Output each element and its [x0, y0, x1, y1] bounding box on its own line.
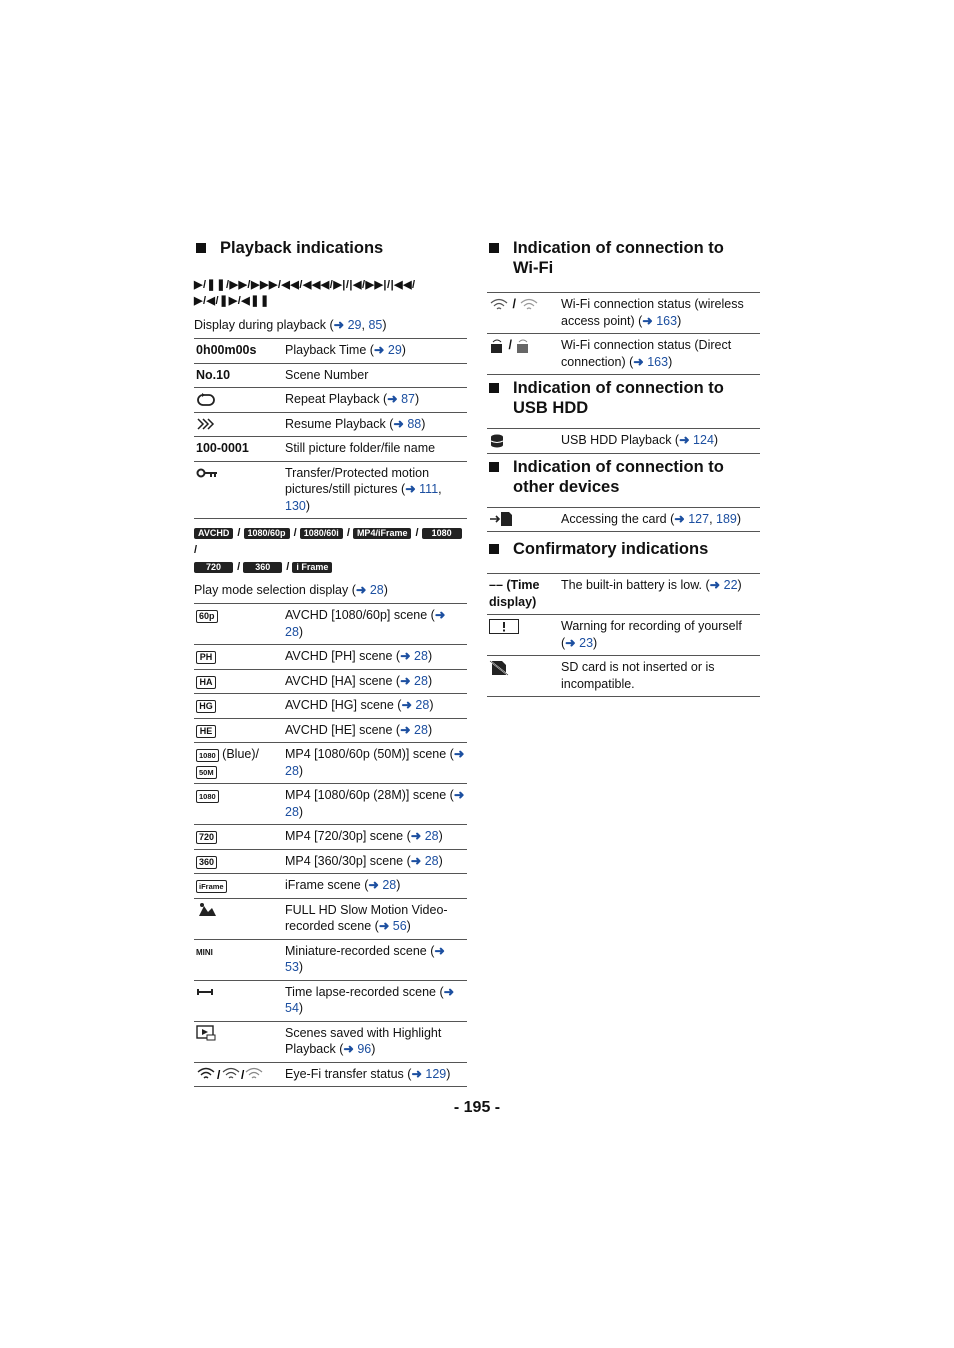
caption-text: Play mode selection display (: [194, 583, 356, 597]
mode-icon-cell: [194, 939, 283, 980]
slow-icon: [196, 902, 218, 918]
page-link[interactable]: 28: [414, 673, 428, 688]
section-bullet-icon: [489, 243, 499, 253]
desc-text: Repeat Playback (: [285, 392, 388, 406]
table-row: [194, 461, 467, 519]
battery-desc: The built-in battery is low. (➜ 22): [561, 578, 742, 593]
arrow-icon: ➜: [387, 392, 402, 406]
desc-text: Warning for recording of yourself (: [561, 619, 742, 650]
table-row: [487, 656, 760, 697]
page-link[interactable]: 163: [647, 354, 669, 369]
desc-text: MP4 [360/30p] scene (: [285, 853, 411, 868]
table-row: [194, 412, 467, 437]
desc-text: Wi-Fi connection status (wireless access point) (: [561, 297, 744, 328]
page-link[interactable]: 29: [347, 318, 362, 332]
mode-desc: AVCHD [HE] scene (➜ 28): [285, 722, 433, 737]
wifi-ap-desc: Wi-Fi connection status (wireless access point) (➜ 163): [561, 297, 744, 328]
play-mode-table: [194, 603, 467, 1087]
table-row: [194, 1021, 467, 1062]
mode-badge-icon: 1080: [196, 749, 219, 762]
table-row: [194, 874, 467, 899]
desc-text: Scene Number: [285, 367, 369, 382]
table-row: [194, 669, 467, 694]
card-access-icon: [489, 511, 513, 527]
desc-text: Playback Time (: [285, 343, 374, 357]
title-line-1: Indication of connection to: [513, 239, 724, 257]
left-column: [194, 238, 467, 1087]
mode-icon-cell: [194, 784, 283, 825]
page-link[interactable]: 127: [688, 511, 710, 526]
mode-desc: iFrame scene (➜ 28): [285, 878, 401, 892]
table-row: [194, 849, 467, 874]
wifi-ap-icons: /: [487, 293, 559, 334]
1080-60p-badge: 1080/60p: [244, 528, 290, 539]
mode-icon-cell: [194, 980, 283, 1021]
table-row: [487, 615, 760, 656]
table-row: [194, 980, 467, 1021]
mode-icon-cell: [194, 743, 283, 784]
eyefi-icon: [196, 1066, 264, 1082]
key-icon: [196, 468, 218, 478]
arrow-icon: ➜: [378, 919, 393, 933]
arrow-icon: ➜: [368, 878, 383, 892]
wifi-direct-icons: /: [487, 334, 559, 375]
desc-text: Still picture folder/file name: [285, 441, 436, 455]
page-link[interactable]: 28: [415, 698, 430, 712]
wifi-direct-desc: Wi-Fi connection status (Direct connection) (➜ 163): [561, 338, 732, 369]
direct-connection-icon: [489, 338, 505, 354]
desc-text: USB HDD Playback (: [561, 433, 680, 447]
page-link[interactable]: 54: [285, 1001, 299, 1015]
1080-60i-badge: 1080/60i: [300, 528, 343, 539]
table-row: [194, 718, 467, 743]
table-row: [194, 363, 467, 388]
arrow-icon: ➜: [400, 649, 415, 663]
mode-desc: AVCHD [1080/60p] scene (➜ 28): [285, 608, 446, 639]
mode-desc: MP4 [720/30p] scene (➜ 28): [285, 829, 443, 843]
mode-icon-cell: [194, 604, 283, 645]
table-row: [194, 339, 467, 364]
page-link[interactable]: 28: [414, 649, 428, 663]
avchd-badge: AVCHD: [194, 528, 233, 539]
playback-table: [194, 338, 467, 519]
playback-indications-heading: [194, 238, 467, 258]
mode-desc: MP4 [360/30p] scene (➜ 28): [285, 853, 443, 868]
card-access-icon-cell: [487, 507, 559, 532]
page-link[interactable]: 53: [285, 960, 299, 974]
mode-icon-cell: [194, 874, 283, 899]
page-link[interactable]: 28: [424, 853, 439, 868]
table-row: [194, 939, 467, 980]
page-link[interactable]: 28: [424, 829, 439, 843]
mode-desc: AVCHD [HA] scene (➜ 28): [285, 673, 433, 688]
svg-text:/: /: [241, 1068, 245, 1083]
timelapse-icon: [196, 988, 214, 996]
mode-desc: FULL HD Slow Motion Video-recorded scene (➜ 56): [285, 902, 448, 933]
symbols-line-1: ▶/❚❚/▶▶/▶▶▶/◀◀/◀◀◀/▶|/|◀/▶▶|/|◀◀/: [194, 279, 416, 291]
section-title: [513, 378, 724, 418]
usb-hdd-heading: [487, 378, 760, 418]
arrow-icon: ➜: [411, 1066, 426, 1081]
table-row: [194, 694, 467, 719]
desc-text: FULL HD Slow Motion Video-recorded scene (: [285, 902, 448, 933]
indicator-desc: Resume Playback (➜ 88): [285, 416, 426, 431]
arrow-icon: ➜: [333, 318, 348, 332]
caption-text: Display during playback (: [194, 318, 334, 332]
desc-text: AVCHD [HA] scene (: [285, 673, 401, 688]
wifi-table: [487, 292, 760, 375]
desc-text: iFrame scene (: [285, 878, 369, 892]
mode-desc: Scenes saved with Highlight Playback (➜ 96): [285, 1025, 442, 1056]
table-row: [194, 743, 467, 784]
hdd-icon: [489, 434, 505, 448]
no-sd-icon-cell: [487, 656, 559, 697]
title-line-2: other devices: [513, 477, 620, 496]
usb-desc: USB HDD Playback (➜ 124): [561, 433, 719, 447]
section-title: [513, 457, 724, 497]
playback-caption: Display during playback (➜ 29, 85): [194, 318, 387, 332]
arrow-icon: ➜: [410, 829, 425, 843]
card-access-desc: Accessing the card (➜ 127, 189): [561, 511, 742, 526]
page-link[interactable]: 189: [716, 511, 737, 526]
mode-desc: MP4 [1080/60p (50M)] scene (➜ 28): [285, 747, 465, 778]
arrow-icon: ➜: [401, 698, 416, 712]
confirmatory-heading: [487, 539, 760, 559]
arrow-icon: ➜: [674, 511, 689, 526]
desc-text: Accessing the card (: [561, 511, 675, 526]
desc-text: Miniature-recorded scene (: [285, 943, 435, 958]
desc-text: Eye-Fi transfer status (: [285, 1066, 412, 1081]
desc-text: AVCHD [HE] scene (: [285, 722, 401, 737]
indicator-desc: [283, 363, 467, 388]
wifi-icon: [489, 298, 509, 312]
section-bullet-icon: [489, 462, 499, 472]
repeat-icon: [196, 393, 216, 407]
mode-desc: Eye-Fi transfer status (➜ 129): [285, 1066, 451, 1081]
table-row: [487, 574, 760, 615]
page-link[interactable]: 28: [285, 763, 299, 778]
page-link[interactable]: 87: [401, 392, 415, 406]
mode-icon-cell: [194, 1021, 283, 1062]
page-link[interactable]: 56: [392, 919, 407, 933]
page-link[interactable]: 88: [407, 416, 422, 431]
mode-desc: MP4 [1080/60p (28M)] scene (➜ 28): [285, 788, 465, 819]
arrow-icon: ➜: [709, 578, 724, 593]
indicator-desc: Transfer/Protected motion pictures/still pictures (➜ 111, 130): [285, 465, 442, 513]
arrow-icon: ➜: [393, 416, 408, 431]
arrow-icon: ➜: [373, 343, 388, 357]
table-row: [487, 334, 760, 375]
mode-desc: AVCHD [HG] scene (➜ 28): [285, 698, 434, 712]
mode-icon-cell: [194, 645, 283, 670]
mode-badge-icon: HE: [196, 725, 216, 738]
table-row: [487, 429, 760, 454]
mode-icon-cell: [194, 898, 283, 939]
iframe-badge: i Frame: [292, 562, 332, 573]
wifi-dim-icon: [519, 298, 539, 312]
symbols-line-2: ▶/◀/❚▶/◀❚❚: [194, 295, 270, 307]
table-row: [194, 437, 467, 462]
arrow-icon: ➜: [400, 673, 415, 688]
table-row: [194, 604, 467, 645]
mode-badge-icon: 50M: [196, 766, 217, 779]
table-row: [194, 784, 467, 825]
table-row: [194, 1062, 467, 1087]
time-display-key: –– (Time display): [489, 578, 540, 609]
warning-icon: [489, 619, 519, 634]
mode-icon-cell: [194, 849, 283, 874]
desc-text: Transfer/Protected motion pictures/still pictures (: [285, 465, 430, 496]
usb-table: [487, 428, 760, 454]
section-bullet-icon: [489, 544, 499, 554]
right-column: [487, 238, 760, 697]
indicator-icon-cell: [194, 388, 283, 413]
wifi-heading: [487, 238, 760, 278]
arrow-icon: ➜: [434, 943, 445, 958]
desc-text: AVCHD [PH] scene (: [285, 649, 401, 663]
mode-desc: Time lapse-recorded scene (➜ 54): [285, 984, 455, 1015]
arrow-icon: ➜: [400, 722, 415, 737]
title-line-2: USB HDD: [513, 399, 589, 417]
desc-text: MP4 [720/30p] scene (: [285, 829, 411, 843]
arrow-icon: ➜: [642, 313, 657, 328]
indicator-key: 100-0001: [196, 441, 249, 455]
arrow-icon: ➜: [343, 1042, 358, 1056]
mode-badge-icon: iFrame: [196, 880, 227, 893]
mp4-iframe-badge: MP4/iFrame: [353, 528, 412, 539]
arrow-icon: ➜: [453, 747, 465, 761]
arrow-icon: ➜: [633, 354, 648, 369]
warning-icon-cell: [487, 615, 559, 656]
page-link[interactable]: 22: [723, 578, 738, 593]
usb-hdd-icon-cell: [487, 429, 559, 454]
page-link[interactable]: 111: [419, 482, 439, 496]
desc-text: The built-in battery is low. (: [561, 578, 710, 593]
mini-icon: MINI: [196, 947, 213, 957]
table-row: [487, 507, 760, 532]
other-devices-heading: [487, 457, 760, 497]
desc-text: MP4 [1080/60p (50M)] scene (: [285, 747, 454, 761]
arrow-icon: ➜: [434, 608, 446, 622]
title-line-1: Indication of connection to: [513, 457, 724, 476]
page-link[interactable]: 129: [425, 1066, 447, 1081]
direct-connection-dim-icon: [515, 338, 531, 354]
highlight-icon: [196, 1025, 216, 1041]
sd-card-desc: SD card is not inserted or is incompatible.: [561, 660, 715, 691]
page-link[interactable]: 124: [693, 433, 714, 447]
arrow-icon: ➜: [679, 433, 694, 447]
svg-text:/: /: [217, 1068, 221, 1083]
self-recording-desc: Warning for recording of yourself (➜ 23): [561, 619, 742, 650]
table-row: [194, 898, 467, 939]
desc-text: AVCHD [1080/60p] scene (: [285, 608, 435, 622]
resume-icon: [196, 418, 216, 430]
page-link[interactable]: 28: [414, 722, 428, 737]
other-table: [487, 507, 760, 533]
table-row: [194, 388, 467, 413]
arrow-icon: ➜: [453, 788, 465, 802]
mode-desc: Miniature-recorded scene (➜ 53): [285, 943, 445, 974]
mode-badge-icon: HG: [196, 700, 216, 713]
section-bullet-icon: [196, 243, 206, 253]
mode-icon-cell: [194, 694, 283, 719]
badge-note: (Blue)/: [218, 747, 259, 761]
page-number: - 195 -: [453, 1099, 501, 1116]
page-link[interactable]: 28: [285, 624, 299, 639]
mode-badge-icon: 1080: [196, 790, 219, 803]
desc-text: Resume Playback (: [285, 416, 394, 431]
page-link[interactable]: 28: [285, 804, 299, 819]
indicator-desc: Playback Time (➜ 29): [285, 343, 406, 357]
page-link[interactable]: 85: [368, 318, 383, 332]
title-line-2: Wi-Fi: [513, 259, 554, 277]
indicator-desc: Repeat Playback (➜ 87): [285, 392, 420, 406]
table-row: [194, 645, 467, 670]
page-link[interactable]: 96: [357, 1042, 372, 1056]
desc-text: Scenes saved with Highlight Playback (: [285, 1025, 442, 1056]
play-mode-badges: AVCHD / 1080/60p / 1080/60i / MP4/iFrame / 1080 / 720 / 360 / i Frame: [194, 525, 467, 576]
arrow-icon: ➜: [443, 984, 455, 999]
360-badge: 360: [243, 562, 282, 573]
indicator-key: 0h00m00s: [196, 343, 257, 357]
mode-icon-cell: [194, 718, 283, 743]
mode-desc: AVCHD [PH] scene (➜ 28): [285, 649, 433, 663]
page-link[interactable]: 28: [369, 583, 384, 597]
arrow-icon: ➜: [355, 583, 370, 597]
desc-text: Time lapse-recorded scene (: [285, 984, 444, 999]
mode-badge-icon: PH: [196, 651, 216, 664]
table-row: [487, 293, 760, 334]
page-link[interactable]: 23: [579, 635, 594, 650]
indicator-icon-cell: [194, 412, 283, 437]
mode-icon-cell: [194, 669, 283, 694]
mode-badge-icon: 360: [196, 856, 217, 869]
mode-icon-cell: [194, 825, 283, 850]
desc-text: MP4 [1080/60p (28M)] scene (: [285, 788, 454, 802]
page-link[interactable]: 29: [387, 343, 402, 357]
page-link[interactable]: 130: [285, 498, 306, 513]
playback-symbols: [194, 277, 467, 309]
desc-text: AVCHD [HG] scene (: [285, 698, 402, 712]
arrow-icon: ➜: [410, 853, 425, 868]
mode-badge-icon: 60p: [196, 610, 218, 623]
title-line-1: Indication of connection to: [513, 379, 724, 397]
1080-badge: 1080: [422, 528, 462, 539]
section-title: [513, 238, 724, 278]
mode-caption: Play mode selection display (➜ 28): [194, 583, 388, 597]
mode-badge-icon: HA: [196, 676, 216, 689]
720-badge: 720: [194, 562, 233, 573]
indicator-key: No.10: [196, 367, 231, 382]
section-bullet-icon: [489, 383, 499, 393]
page-link[interactable]: 28: [382, 878, 397, 892]
confirm-table: [487, 573, 760, 697]
desc-text: Wi-Fi connection status (Direct connection) (: [561, 338, 732, 369]
arrow-icon: ➜: [405, 482, 420, 496]
mode-icon-cell: [194, 1062, 283, 1087]
table-row: [194, 825, 467, 850]
section-title: Playback indications: [220, 239, 384, 257]
section-title: Confirmatory indications: [513, 540, 709, 559]
arrow-icon: ➜: [565, 635, 580, 650]
no-sd-card-icon: [489, 660, 509, 676]
page-link[interactable]: 163: [656, 313, 678, 328]
indicator-icon-cell: [194, 461, 283, 519]
mode-badge-icon: 720: [196, 831, 217, 844]
indicator-desc: [283, 437, 467, 462]
